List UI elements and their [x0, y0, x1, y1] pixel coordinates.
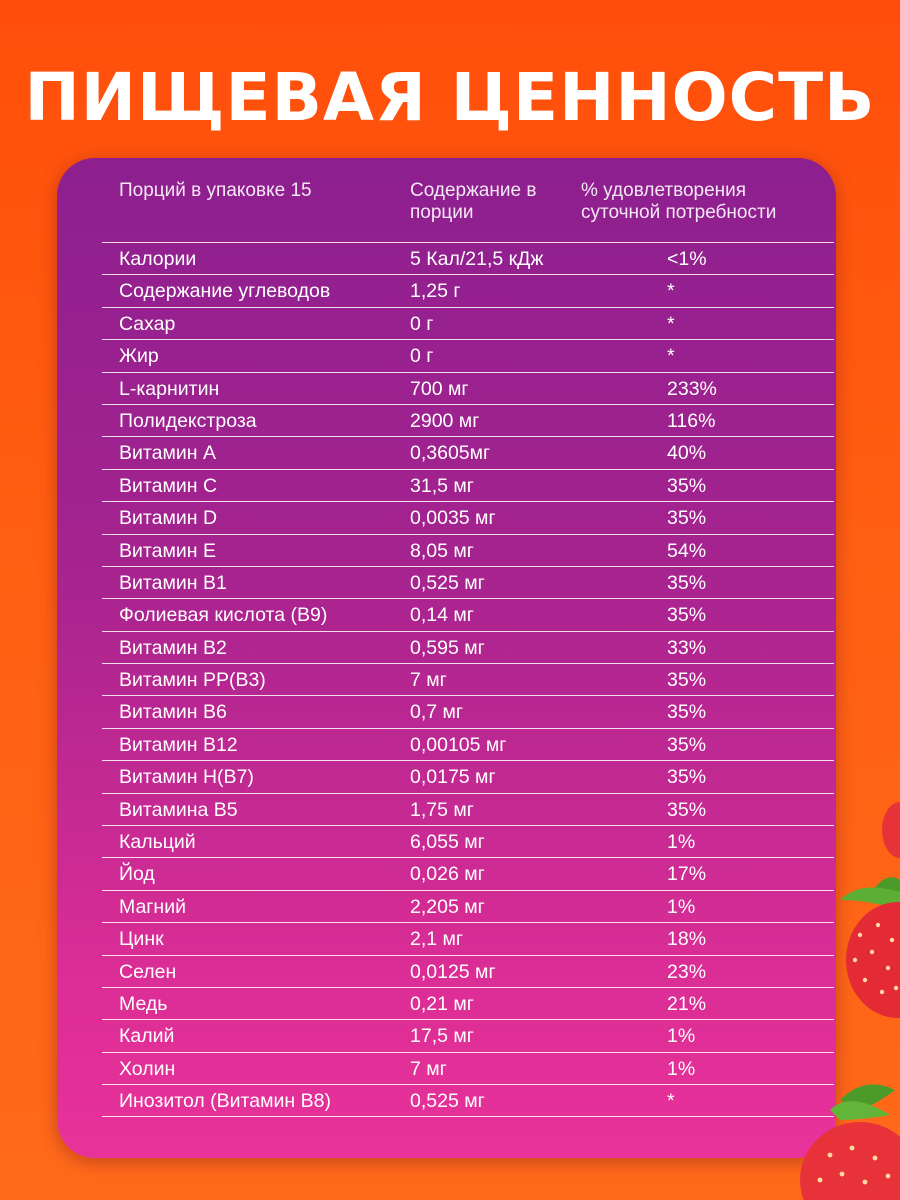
nutrient-name: Витамин E	[119, 539, 216, 562]
nutrient-daily-percent: <1%	[667, 248, 707, 270]
nutrient-amount: 1,25 г	[410, 280, 461, 303]
nutrient-name: Витамин B12	[119, 733, 238, 756]
table-row	[102, 695, 834, 727]
strawberry-icon	[780, 1070, 900, 1200]
nutrient-amount: 0,595 мг	[410, 636, 485, 659]
nutrient-daily-percent: 17%	[667, 863, 707, 886]
nutrient-name: Витамин B6	[119, 701, 227, 724]
nutrient-daily-percent: 35%	[667, 474, 707, 497]
nutrient-daily-percent: 23%	[667, 960, 707, 983]
nutrient-daily-percent: *	[667, 1090, 675, 1113]
table-row	[102, 404, 834, 436]
nutrient-name: Селен	[119, 960, 177, 983]
nutrient-name: Витамин D	[119, 507, 218, 530]
table-row	[102, 534, 834, 566]
nutrient-daily-percent: 35%	[667, 604, 707, 627]
nutrient-daily-percent: 1%	[667, 895, 696, 918]
nutrient-daily-percent: 116%	[667, 409, 716, 432]
nutrient-name: Витамин C	[119, 474, 218, 497]
table-row	[102, 760, 834, 792]
table-row	[102, 631, 834, 663]
table-row	[102, 372, 834, 404]
nutrient-daily-percent: 35%	[667, 701, 707, 724]
nutrient-name: Цинк	[119, 928, 164, 951]
nutrient-amount: 6,055 мг	[410, 831, 485, 854]
nutrient-daily-percent: 233%	[667, 377, 717, 400]
table-row	[102, 793, 834, 825]
header-servings: Порций в упаковке 15	[119, 180, 312, 201]
nutrient-amount: 0,0035 мг	[410, 507, 496, 530]
table-row	[102, 890, 834, 922]
nutrient-amount: 0,14 мг	[410, 604, 474, 627]
table-row	[102, 1084, 834, 1116]
nutrient-name: Холин	[119, 1057, 176, 1080]
table-row	[102, 501, 834, 533]
nutrient-amount: 0,525 мг	[410, 1090, 485, 1113]
table-row	[102, 922, 834, 954]
nutrient-name: Калий	[119, 1025, 175, 1048]
nutrient-daily-percent: 18%	[667, 928, 707, 951]
page-title: ПИЩЕВАЯ ЦЕННОСТЬ	[24, 59, 876, 136]
table-body	[57, 242, 836, 1117]
nutrient-name: Витамин B1	[119, 571, 227, 594]
nutrient-name: Йод	[119, 863, 155, 886]
nutrient-name: Витамин H(B7)	[119, 766, 254, 789]
nutrient-daily-percent: 35%	[667, 669, 707, 692]
nutrient-daily-percent: *	[667, 345, 675, 368]
nutrient-daily-percent: 35%	[667, 798, 707, 821]
table-row	[102, 663, 834, 695]
table-header	[57, 180, 836, 240]
nutrient-amount: 0,21 мг	[410, 992, 474, 1015]
nutrient-amount: 0,00105 мг	[410, 733, 507, 756]
table-row	[102, 1052, 834, 1084]
nutrient-name: Витамин A	[119, 442, 216, 465]
table-row	[102, 825, 834, 857]
nutrient-name: Калории	[119, 248, 197, 270]
nutrient-name: Кальций	[119, 831, 196, 854]
nutrient-daily-percent: *	[667, 280, 675, 303]
nutrient-daily-percent: 1%	[667, 831, 696, 854]
nutrient-daily-percent: *	[667, 312, 675, 335]
header-amount: Содержание в порции	[410, 180, 537, 223]
table-row	[102, 955, 834, 987]
nutrient-daily-percent: 35%	[667, 766, 707, 789]
nutrient-name: Жир	[119, 345, 159, 368]
nutrient-daily-percent: 1%	[667, 1025, 696, 1048]
nutrient-amount: 700 мг	[410, 377, 469, 400]
nutrient-amount: 0,0125 мг	[410, 960, 496, 983]
nutrient-daily-percent: 1%	[667, 1057, 696, 1080]
nutrient-name: Витамин B2	[119, 636, 227, 659]
nutrient-name: Содержание углеводов	[119, 280, 331, 303]
nutrient-amount: 0 г	[410, 345, 434, 368]
table-row	[102, 857, 834, 889]
table-row	[102, 469, 834, 501]
table-row	[102, 1019, 834, 1051]
table-row	[102, 436, 834, 468]
header-daily-percent: % удовлетворения суточной потребности	[581, 180, 777, 223]
table-row	[102, 598, 834, 630]
nutrition-table-card	[57, 158, 836, 1158]
nutrient-amount: 8,05 мг	[410, 539, 474, 562]
nutrient-amount: 2,205 мг	[410, 895, 485, 918]
nutrient-daily-percent: 33%	[667, 636, 707, 659]
nutrient-daily-percent: 21%	[667, 992, 707, 1015]
nutrient-amount: 0,0175 мг	[410, 766, 496, 789]
nutrient-daily-percent: 40%	[667, 442, 707, 465]
nutrient-amount: 0,3605мг	[410, 442, 491, 465]
table-row	[102, 987, 834, 1019]
strawberry-icon	[830, 800, 900, 1030]
nutrient-amount: 7 мг	[410, 669, 447, 692]
nutrient-name: Инозитол (Витамин B8)	[119, 1090, 331, 1113]
nutrient-amount: 0,026 мг	[410, 863, 485, 886]
nutrient-daily-percent: 54%	[667, 539, 707, 562]
nutrient-name: Полидекстроза	[119, 409, 257, 432]
nutrient-name: Фолиевая кислота (B9)	[119, 604, 328, 627]
nutrient-amount: 5 Кал/21,5 кДж	[410, 248, 544, 270]
nutrient-name: Витамина B5	[119, 798, 238, 821]
nutrient-amount: 0,525 мг	[410, 571, 485, 594]
nutrient-name: Витамин PP(B3)	[119, 669, 266, 692]
nutrient-name: Магний	[119, 895, 186, 918]
table-row	[102, 242, 834, 274]
nutrient-daily-percent: 35%	[667, 571, 707, 594]
table-row	[102, 274, 834, 306]
nutrient-amount: 2,1 мг	[410, 928, 464, 951]
nutrient-amount: 0 г	[410, 312, 434, 335]
nutrient-name: Медь	[119, 992, 168, 1015]
nutrient-amount: 2900 мг	[410, 409, 480, 432]
nutrient-amount: 31,5 мг	[410, 474, 474, 497]
nutrient-name: Сахар	[119, 312, 176, 335]
nutrient-daily-percent: 35%	[667, 507, 707, 530]
nutrient-amount: 7 мг	[410, 1057, 447, 1080]
nutrient-amount: 0,7 мг	[410, 701, 464, 724]
table-row	[102, 728, 834, 760]
table-row	[102, 339, 834, 371]
table-row	[102, 307, 834, 339]
nutrient-amount: 17,5 мг	[410, 1025, 474, 1048]
nutrient-amount: 1,75 мг	[410, 798, 474, 821]
nutrient-name: L-карнитин	[119, 377, 220, 400]
table-row	[102, 566, 834, 598]
nutrient-daily-percent: 35%	[667, 733, 707, 756]
